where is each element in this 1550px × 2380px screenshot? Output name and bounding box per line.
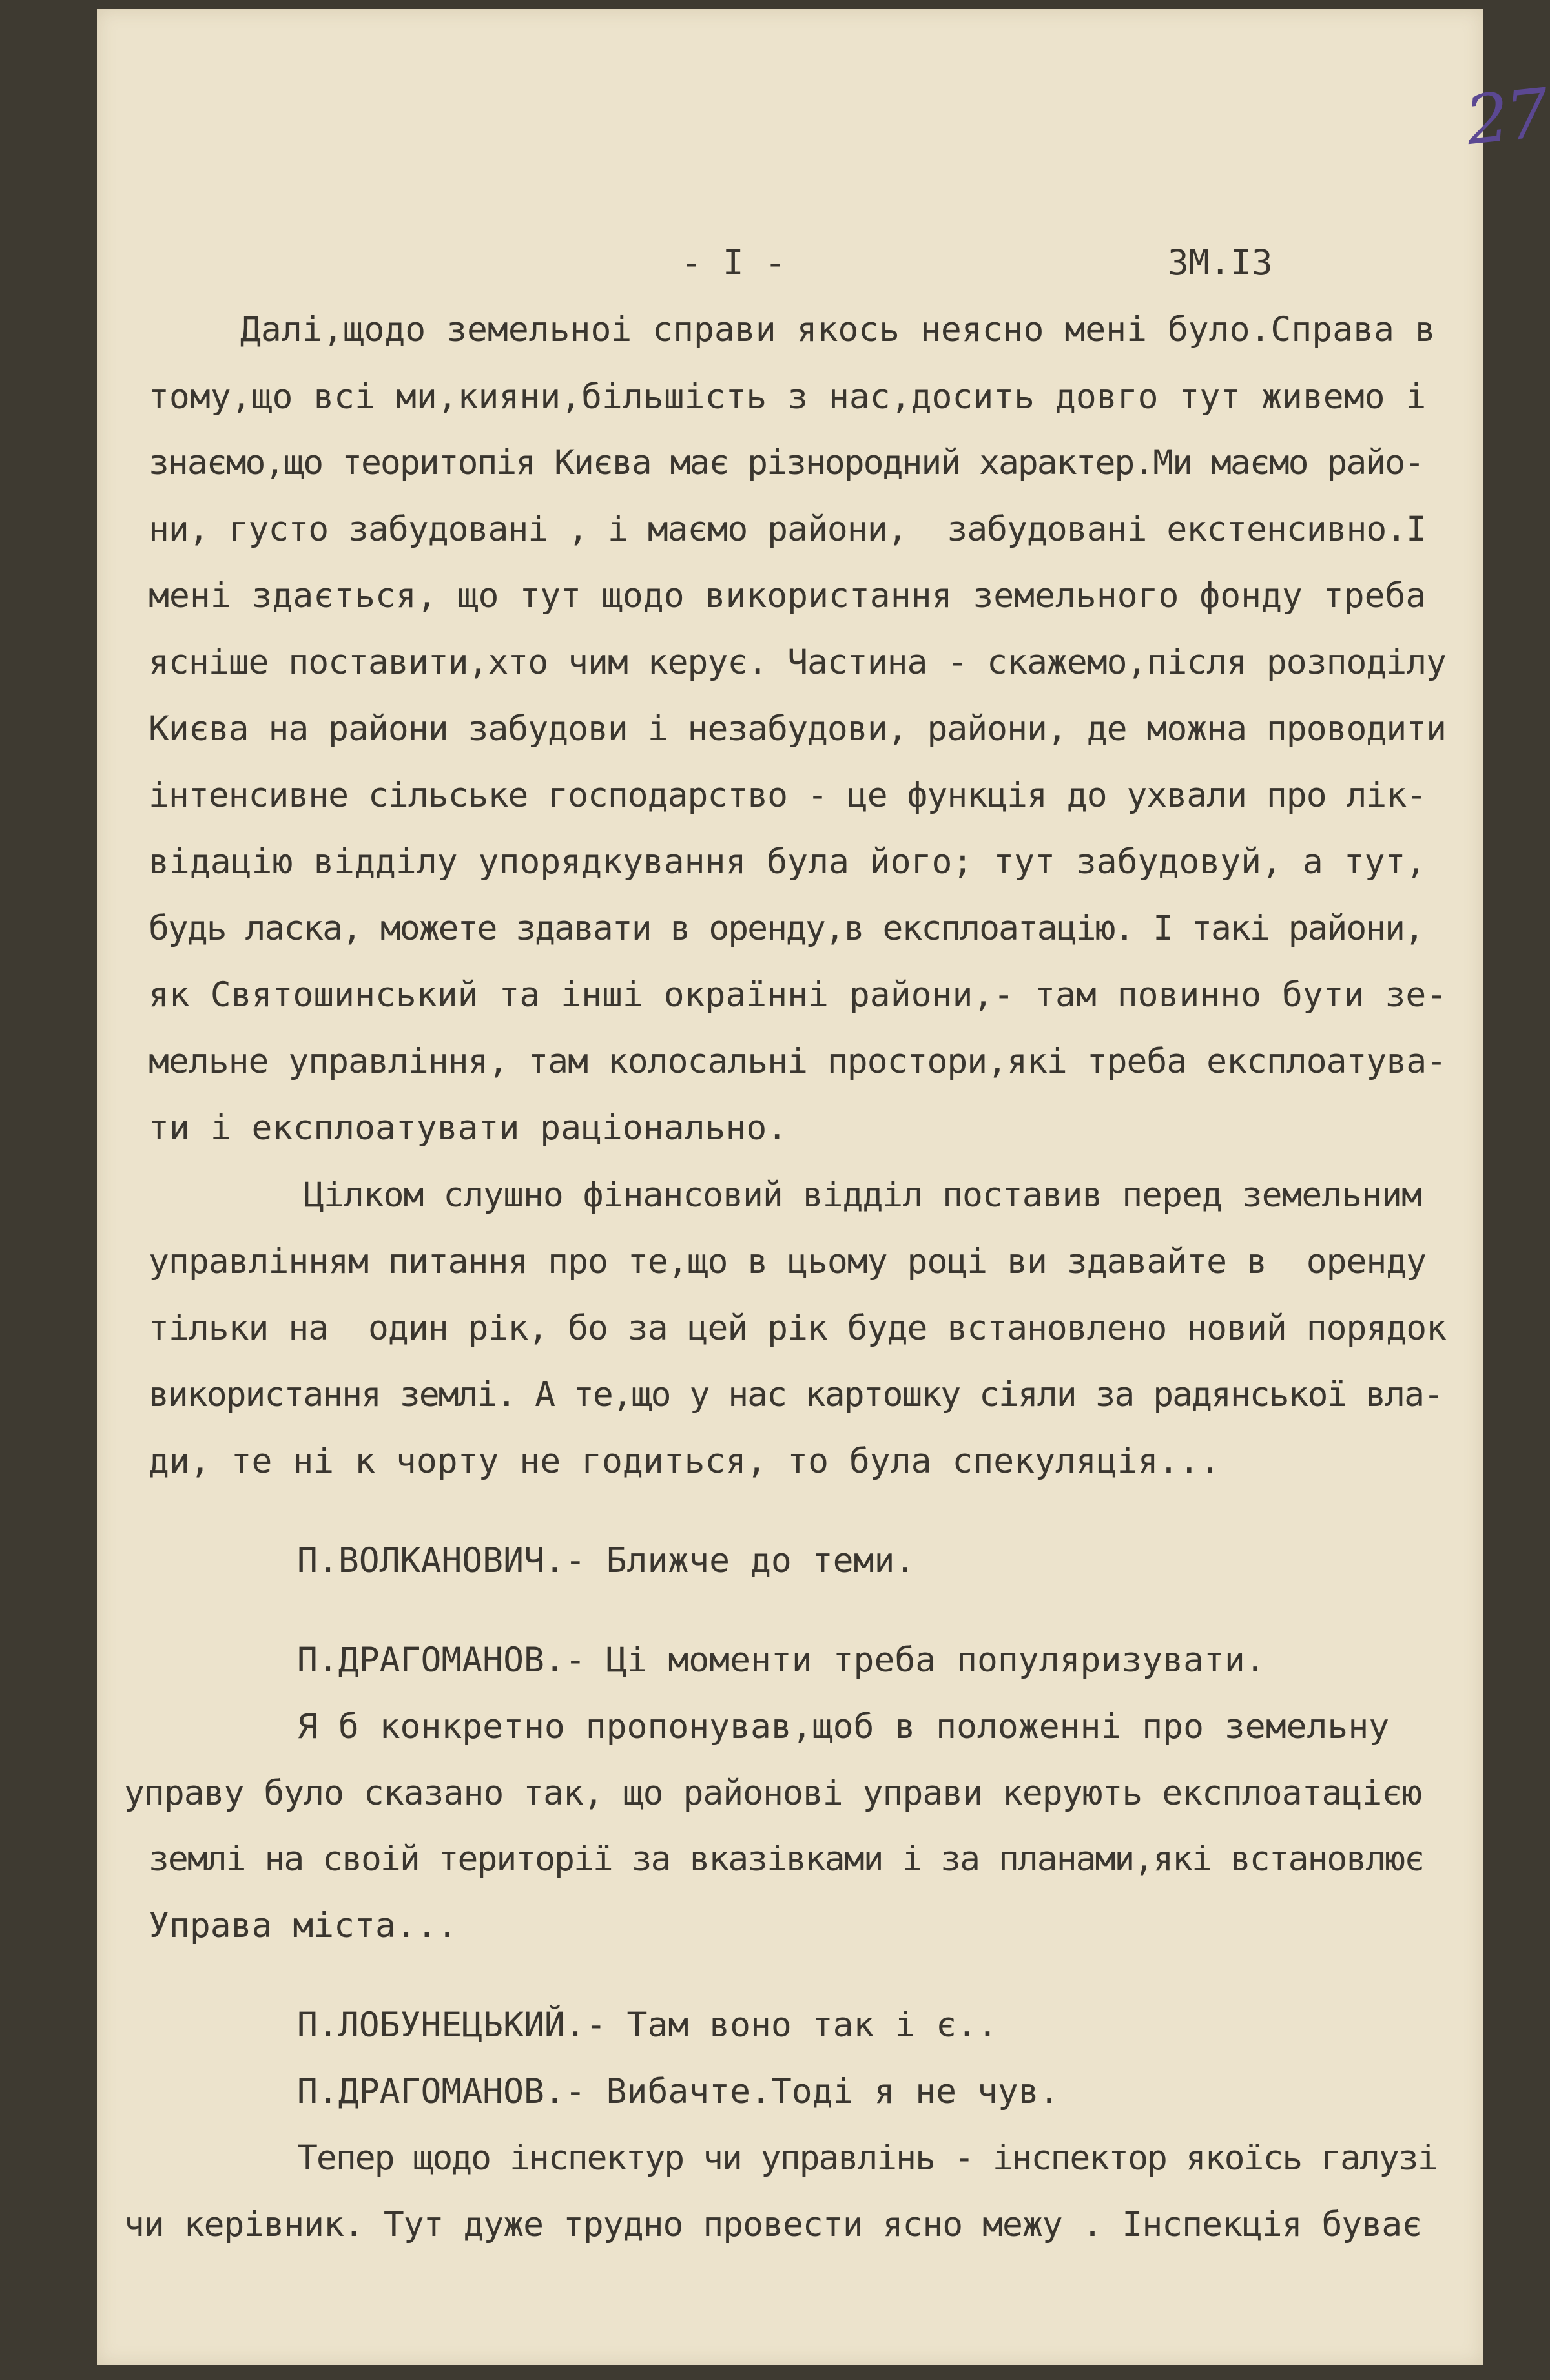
text-line: управлінням питання про те,що в цьому році ви здавайте в оренду: [149, 1242, 1427, 1281]
text-line: знаємо,що теоритопія Києва має різнородний характер.Ми маємо райо-: [149, 443, 1423, 482]
text-line: як Святошинський та інші окраїнні райони,- там повинно бути зе-: [149, 975, 1447, 1015]
speaker-line: П.ЛОБУНЕЦЬКИЙ.- Там воно так і є..: [297, 2005, 998, 2045]
text-line: ни, густо забудовані , і маємо райони, забудовані екстенсивно.I: [149, 510, 1427, 549]
text-line: тому,що всі ми,кияни,більшість з нас,досить довго тут живемо і: [149, 377, 1427, 417]
folio-number: 27: [1462, 73, 1550, 161]
text-line: землі на своій території за вказівками і за планами,які встановлює: [149, 1839, 1423, 1879]
text-line: Києва на райони забудови і незабудови, райони, де можна проводити: [149, 709, 1447, 749]
text-line: Управа міста...: [149, 1906, 458, 1945]
text-line: відацію відділу упорядкування була його; тут забудовуй, а тут,: [149, 842, 1427, 882]
text-line: ти і експлоатувати раціонально.: [149, 1108, 788, 1148]
text-line: Цілком слушно фінансовий відділ поставив перед земельним: [304, 1175, 1421, 1215]
text-line: управу було сказано так, що районові управи керують експлоатацією: [124, 1774, 1422, 1813]
text-line: мельне управління, там колосальні простори,які треба експлоатува-: [149, 1042, 1447, 1081]
text-line: використання землі. А те,що у нас картошку сіяли за радянської вла-: [149, 1375, 1443, 1414]
text-line: тільки на один рік, бо за цей рік буде встановлено новий порядок: [149, 1309, 1447, 1348]
speaker-line: П.ВОЛКАНОВИЧ.- Ближче до теми.: [297, 1541, 916, 1580]
text-line: інтенсивне сільське господарство - це функція до ухвали про лік-: [149, 776, 1427, 815]
speaker-line: П.ДРАГОМАНОВ.- Вибачте.Тоді я не чув.: [297, 2072, 1060, 2111]
text-line: Я б конкретно пропонував,щоб в положенні про земельну: [297, 1707, 1390, 1746]
page-number: - I -: [681, 242, 786, 283]
text-line: ди, те ні к чорту не годиться, то була спекуляція...: [149, 1442, 1221, 1481]
text-line: будь ласка, можете здавати в оренду,в експлоатацію. I такі райони,: [149, 909, 1423, 948]
text-line: мені здається, що тут щодо використання земельного фонду треба: [149, 576, 1427, 616]
text-line: Тепер щодо інспектур чи управлінь - інспектор якоїсь галузі: [297, 2138, 1437, 2178]
speaker-line: П.ДРАГОМАНОВ.- Ці моменти треба популяризувати.: [297, 1640, 1266, 1680]
document-page: [97, 9, 1550, 2365]
text-line: Далі,щодо земельноі справи якось неясно мені було.Справа в: [240, 310, 1436, 349]
text-line: чи керівник. Тут дуже трудно провести ясно межу . Інспекція буває: [124, 2205, 1422, 2244]
document-code: ЗМ.I3: [1168, 242, 1273, 283]
text-line: ясніше поставити,хто чим керує. Частина - скажемо,після розподілу: [149, 643, 1447, 682]
